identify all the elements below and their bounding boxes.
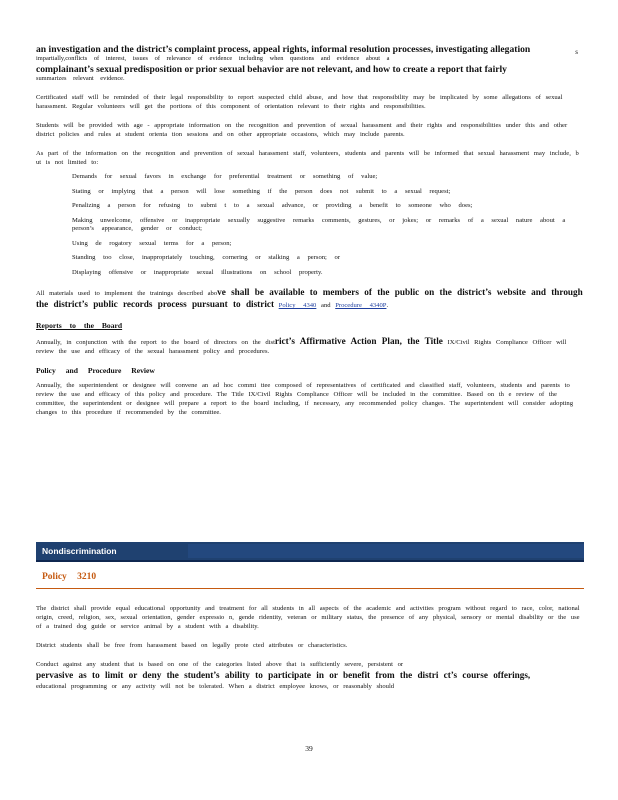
section-banner (36, 542, 584, 562)
nondiscrimination-body (36, 604, 584, 692)
paragraph-policy-review: Annually, the superintendent or designee will convene an ad hoc commi ttee composed of representatives of certificated and classified staff, volunteers, students and parents to review the use and efficacy of this policy and procedure. The Title IX/Civil Rights Compliance Officer will be included in the committee. Based on th e review of the committee, the superintendent or designee will prepare a report to the board including, if necessary, any recommended policy changes. The superintendent will consider adopting changes to this procedure if recommended by the committee. (36, 382, 574, 416)
list-item: Using de rogatory sexual terms for a person; (72, 239, 232, 247)
list-item: Stating or implying that a person will lose something if the person does not submit to a sexual request; (72, 187, 451, 195)
paragraph-materials-available: All materials used to implement the trainings described above shall be available to members of the public on the district’s website and through the district’s public records process pursuant to district Policy 4340 and Procedure 4340P. (36, 287, 583, 309)
banner-shade (188, 544, 584, 558)
para1-line1: an investigation and the district’s complaint process, appeal rights, informal resolution processes, investigating allegation (36, 44, 531, 55)
page-body (36, 44, 584, 417)
policy-divider (36, 588, 584, 589)
harassment-examples-list (36, 173, 584, 277)
page-number: 39 (305, 744, 313, 753)
para1-line2: impartially,conflicts of interest, issues of relevance of evidence including when questions and evidence about a (36, 55, 390, 62)
paragraph-free-from-harassment: District students shall be free from harassment based on legally prote cted attributes or characteristics. (36, 642, 348, 649)
corner-mark: s (575, 48, 578, 56)
policy-review-heading: Policy and Procedure Review (36, 366, 155, 375)
paragraph-training-topics (36, 44, 584, 83)
list-item: Displaying offensive or inappropriate sexual illustrations on school property. (72, 268, 323, 276)
paragraph-reports: Annually, in conjunction with the report to the board of directors on the district’s Affirmative Action Plan, the Title IX/Civil Rights Compliance Officer will review the use and efficacy of the sexual harassment policy and procedures. (36, 336, 567, 355)
banner-title: Nondiscrimination (42, 546, 117, 556)
policy-4340-link[interactable]: Policy 4340 (278, 302, 317, 309)
paragraph-certificated-staff: Certificated staff will be reminded of their legal responsibility to report suspected child abuse, and how that responsibility may be implicated by some allegations of sexual harassment. Regular volunteers will get the portions of this component of orientation relevant to their rights and responsibilities. (36, 94, 563, 110)
list-item: Penalizing a person for refusing to submi t to a sexual advance, or providing a benefit to someone who does; (72, 202, 473, 209)
para1-line4: summarizes relevant evidence. (36, 74, 125, 82)
list-item: Demands for sexual favors in exchange for preferential treatment or something of value; (72, 173, 378, 180)
procedure-4340p-link[interactable]: Procedure 4340P (335, 302, 387, 309)
para1-line3: complainant’s sexual predisposition or prior sexual behavior are not relevant, and how to create a report that fairly (36, 63, 507, 75)
list-item: Making unwelcome, offensive or inappropriate sexually suggestive remarks comments, gestures, or jokes; or remarks of a sexual nature about a person’s appearance, gender or conduct; (72, 216, 566, 232)
paragraph-harassment-definition: As part of the information on the recognition and prevention of sexual harassment staff, volunteers, students and parents will be informed that sexual harassment may include, b ut is not limited to: (36, 150, 579, 166)
policy-title: Policy 3210 (42, 572, 97, 582)
paragraph-students-information: Students will be provided with age - appropriate information on the recognition and prevention of sexual harassment and their rights and responsibilities under this and other district policies and rules at student orienta tion sessions and on other appropriate occasions, which may include parents. (36, 122, 568, 138)
reports-heading: Reports to the Board (36, 321, 123, 330)
paragraph-equal-opportunity: The district shall provide equal educational opportunity and treatment for all students in all aspects of the academic and activities program without regard to race, color, national origin, creed, religion, sex, sexual orientation, gender expressio n, gende ridentity, veteran or military status, the presence of any physical, sensory or mental disability or the use of a trained dog guide or service animal by a student with a disability. (36, 605, 580, 630)
list-item: Standing too close, inappropriately touching, cornering or stalking a person; or (72, 254, 341, 261)
paragraph-conduct: Conduct against any student that is based on one of the categories listed above that is sufficiently severe, persistent or pervasive as to limit or deny the student’s ability to participate in or benefit from the distri ct’s course offerings, educational programming or any activity will not be tolerated. When a district employee knows, or reasonably should (36, 661, 531, 690)
